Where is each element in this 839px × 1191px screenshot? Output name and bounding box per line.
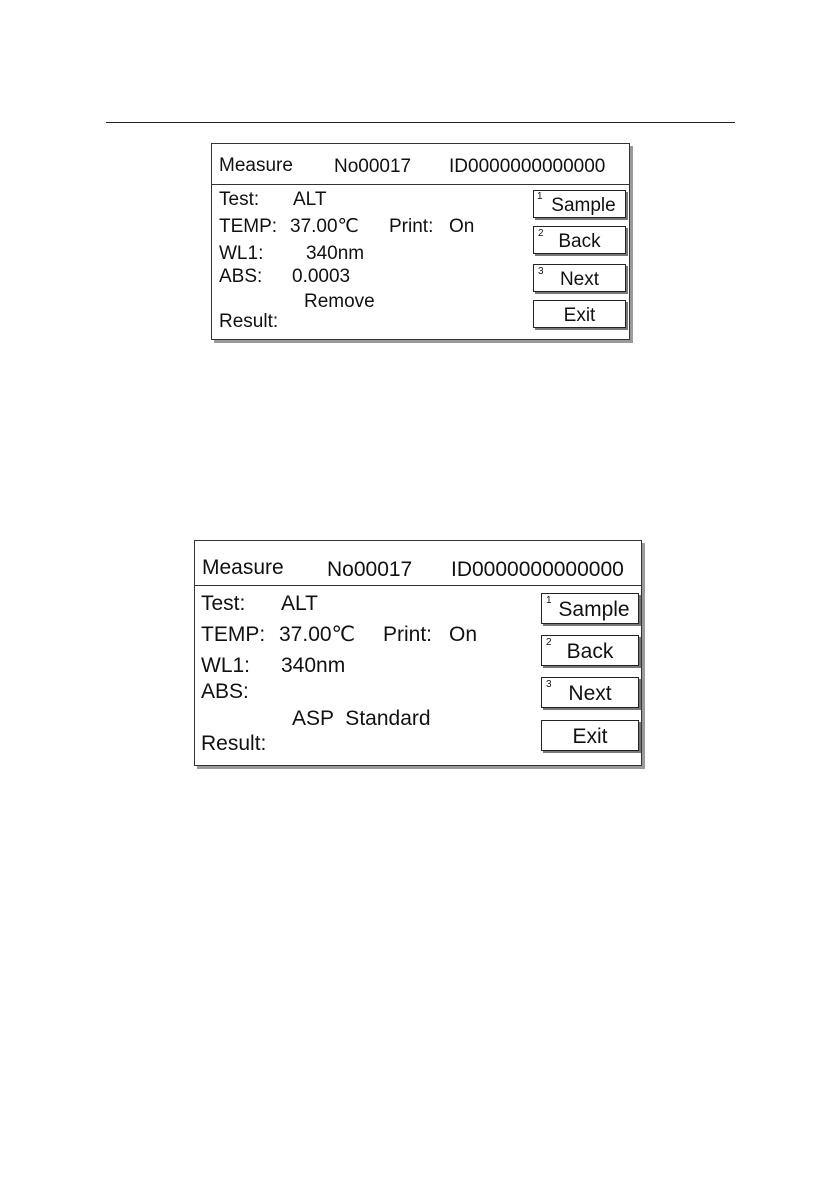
result-label: Result: — [201, 732, 267, 755]
sample-id: ID0000000000000 — [449, 156, 606, 177]
exit-button-label: Exit — [572, 725, 608, 748]
shortcut-number: 1 — [537, 191, 543, 202]
test-value: ALT — [293, 189, 327, 210]
back-button-label: Back — [558, 231, 601, 252]
sample-button-label: Sample — [558, 598, 630, 621]
sample-button-label: Sample — [551, 195, 616, 216]
exit-button[interactable] — [533, 300, 626, 328]
next-button-label: Next — [568, 682, 612, 705]
wavelength-label: WL1: — [201, 654, 251, 677]
measure-screen-1 — [211, 143, 630, 340]
status-message: ASP Standard — [292, 707, 431, 730]
sample-id: ID0000000000000 — [451, 558, 624, 581]
sample-button[interactable] — [541, 593, 639, 624]
title-bar — [195, 541, 641, 586]
print-label: Print: — [383, 623, 433, 646]
temp-value: 37.00℃ — [279, 623, 356, 646]
page-header-rule — [106, 122, 735, 123]
shortcut-number: 1 — [546, 595, 552, 606]
shortcut-number: 3 — [538, 266, 544, 277]
wavelength-value: 340nm — [306, 243, 365, 264]
temp-label: TEMP: — [219, 216, 278, 237]
sample-number: No00017 — [327, 558, 413, 581]
back-button[interactable] — [541, 635, 639, 666]
result-label: Result: — [219, 311, 279, 332]
wavelength-label: WL1: — [219, 243, 264, 264]
next-button[interactable] — [541, 677, 639, 708]
screen-title: Measure — [202, 556, 284, 579]
temp-value: 37.00℃ — [290, 216, 359, 237]
title-bar — [212, 144, 629, 185]
test-label: Test: — [201, 592, 246, 615]
status-message: Remove — [304, 291, 375, 312]
measure-screen-2 — [194, 540, 642, 766]
print-value: On — [449, 216, 475, 237]
shortcut-number: 3 — [546, 679, 552, 690]
abs-value: 0.0003 — [292, 266, 351, 287]
abs-label: ABS: — [219, 266, 263, 287]
exit-button[interactable] — [541, 720, 639, 751]
test-value: ALT — [281, 592, 318, 615]
back-button[interactable] — [533, 226, 626, 254]
exit-button-label: Exit — [563, 305, 596, 326]
wavelength-value: 340nm — [281, 654, 346, 677]
shortcut-number: 2 — [546, 637, 552, 648]
next-button[interactable] — [533, 264, 626, 292]
screen-title: Measure — [219, 155, 293, 176]
print-value: On — [449, 623, 478, 646]
back-button-label: Back — [566, 640, 614, 663]
test-label: Test: — [219, 189, 260, 210]
print-label: Print: — [389, 216, 434, 237]
sample-number: No00017 — [334, 156, 412, 177]
next-button-label: Next — [559, 269, 600, 290]
sample-button[interactable] — [533, 190, 626, 218]
abs-label: ABS: — [201, 680, 249, 703]
shortcut-number: 2 — [538, 228, 544, 239]
temp-label: TEMP: — [201, 623, 266, 646]
